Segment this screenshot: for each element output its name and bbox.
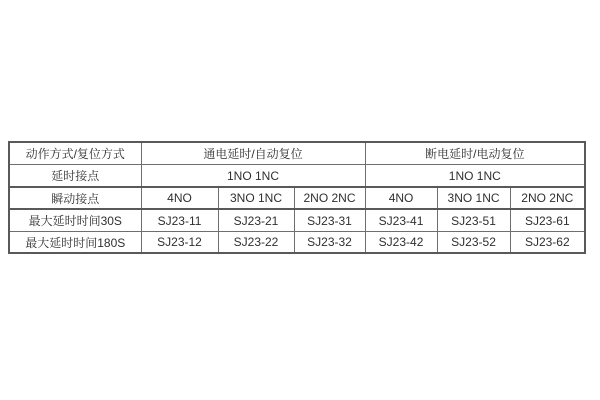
table-row-delay-contact [9, 165, 585, 188]
cell-model-sj23-32: SJ23-32 [294, 232, 365, 254]
table-row-max-delay-30s [9, 209, 585, 232]
cell-instant-contact-label: 瞬动接点 [9, 187, 141, 209]
cell-delay-contact-group2: 1NO 1NC [365, 165, 585, 188]
cell-instant-g1-2no2nc: 2NO 2NC [294, 187, 365, 209]
cell-action-mode-label: 动作方式/复位方式 [9, 142, 141, 165]
cell-model-sj23-51: SJ23-51 [437, 209, 510, 232]
cell-max-delay-30s-label: 最大延时时间30S [9, 209, 141, 232]
cell-delay-contact-group1: 1NO 1NC [141, 165, 365, 188]
cell-model-sj23-61: SJ23-61 [510, 209, 585, 232]
cell-model-sj23-11: SJ23-11 [141, 209, 218, 232]
cell-model-sj23-41: SJ23-41 [365, 209, 437, 232]
cell-instant-g2-2no2nc: 2NO 2NC [510, 187, 585, 209]
cell-group2-header: 断电延时/电动复位 [365, 142, 585, 165]
table-row-action-mode [9, 142, 585, 165]
cell-model-sj23-31: SJ23-31 [294, 209, 365, 232]
table-row-instant-contact [9, 187, 585, 209]
cell-model-sj23-52: SJ23-52 [437, 232, 510, 254]
cell-model-sj23-22: SJ23-22 [218, 232, 294, 254]
cell-instant-g1-3no1nc: 3NO 1NC [218, 187, 294, 209]
cell-instant-g2-3no1nc: 3NO 1NC [437, 187, 510, 209]
cell-max-delay-180s-label: 最大延时时间180S [9, 232, 141, 254]
cell-group1-header: 通电延时/自动复位 [141, 142, 365, 165]
cell-model-sj23-21: SJ23-21 [218, 209, 294, 232]
cell-instant-g1-4no: 4NO [141, 187, 218, 209]
cell-model-sj23-62: SJ23-62 [510, 232, 585, 254]
cell-model-sj23-12: SJ23-12 [141, 232, 218, 254]
table-row-max-delay-180s [9, 232, 585, 254]
cell-instant-g2-4no: 4NO [365, 187, 437, 209]
relay-spec-table [8, 141, 586, 254]
cell-model-sj23-42: SJ23-42 [365, 232, 437, 254]
cell-delay-contact-label: 延时接点 [9, 165, 141, 188]
